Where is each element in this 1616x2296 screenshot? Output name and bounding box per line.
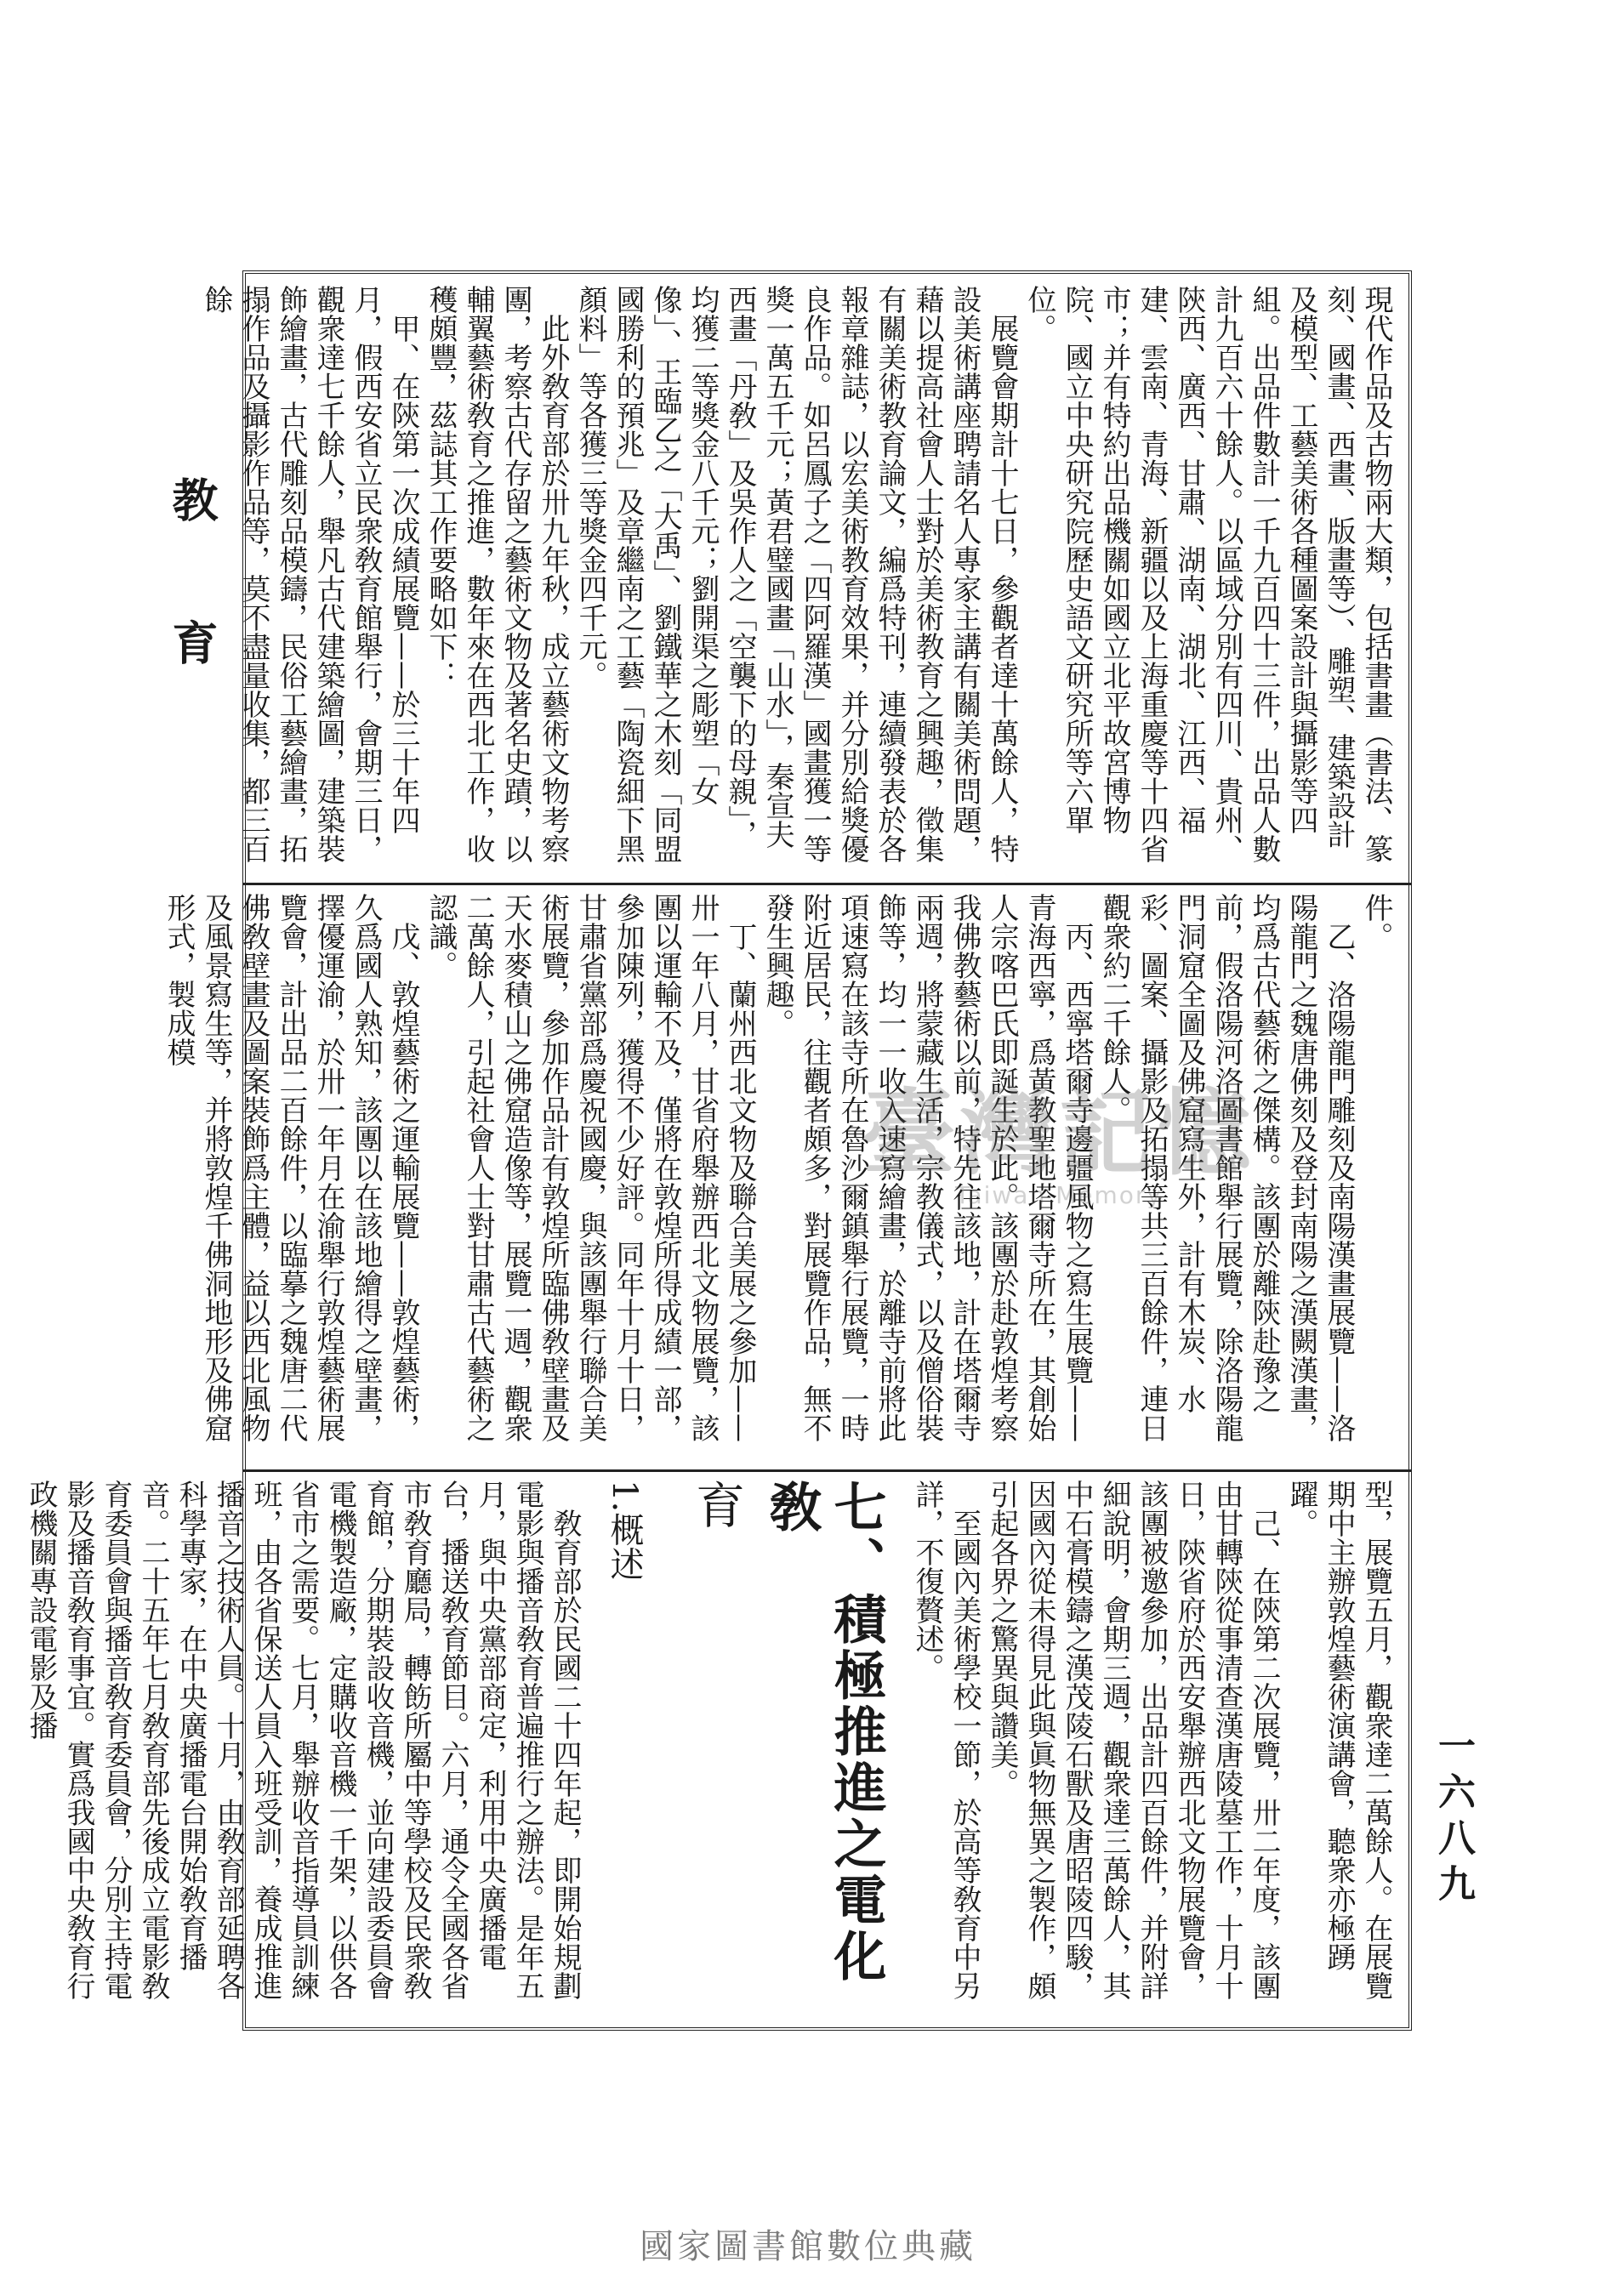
watermark-logo <box>838 1059 1280 1209</box>
page-number: 一六八九 <box>1431 1726 1475 1910</box>
paragraph: 丙、西寧塔爾寺邊疆風物之寫生展覽——青海西寧，爲黃教聖地塔爾寺所在，其創始人宗喀巴氏即誕生於此。該團於赴敦煌考察我佛教藝術以前，特先往該地，計在塔爾寺兩週，將蒙藏生活，宗教儀式，以及僧俗裝飾等，均一一收入速寫繪畫，於離寺前將此項速寫在該寺所在魯沙爾鎮舉行展覽，一時附近居民，往觀者頗多，對展覽作品，無不發生興趣。 <box>760 893 1094 1442</box>
paragraph: 此外敎育部於卅九年秋，成立藝術文物考察團，考察古代存留之藝術文物及著名史蹟，以輔翼藝術敎育之推進，數年來在西北工作，收穫頗豐，茲誌其工作要略如下： <box>424 285 570 863</box>
section-divider-upper <box>242 883 1412 885</box>
watermark-english: Taiwan Memory <box>955 1181 1163 1209</box>
paragraph: 型，展覽五月，觀衆達二萬餘人。在展覽期中主辦敦煌藝術演講會，聽衆亦極踴躍。 <box>1284 1480 1393 2000</box>
paragraph: 現代作品及古物兩大類，包括書畫（書法、篆刻、國畫、西畫、版畫等）、雕塑、建築設計及模型、工藝美術各種圖案設計與攝影等四組。出品件數計一千九百四十三件，出品人數計九百六十餘人。以區域分別有四川、貴州、陝西、廣西、甘肅、湖南、湖北、江西、福建、雲南、青海、新疆以及上海重慶等十四省市；并有特約出品機關如國立北平故宮博物院、國立中央研究院歷史語文研究所等六單位。 <box>1022 285 1393 863</box>
paragraph: 甲、在陝第一次成績展覽——於三十年四月，假西安省立民衆敎育館舉行，會期三日，觀衆達七千餘人，舉凡古代建築繪圖，建築裝飾繪畫，古代雕刻品模鑄，民俗工藝繪畫，拓搨作品及攝影作品等，莫不盡量收集，都三百餘 <box>199 285 420 863</box>
chapter-title-continued: 育 <box>687 1480 745 1534</box>
running-header-title: 教 育 <box>165 476 219 691</box>
paragraph: 丁、蘭州西北文物及聯合美展之參加——卅一年八月，甘省府舉辦西北文物展覽，該團以運輸不及，僅將在敦煌所得成績一部，參加陳列，獲得不少好評。同年十月十日，甘肅省黨部爲慶祝國慶，與該團舉行聯合美術展覽，參加作品計有敦煌所臨佛敎壁畫及天水麥積山之佛窟造像等，展覽一週，觀衆二萬餘人，引起社會人士對甘肅古代藝術之認識。 <box>424 893 757 1442</box>
paragraph: 戊、敦煌藝術之運輸展覽——敦煌藝術，久爲國人熟知，該團以在該地繪得之壁畫，擇優運渝，於卅一年月在渝舉行敦煌藝術展覽會，計出品二百餘件，以臨摹之魏唐二代佛敎壁畫及圖案裝飾爲主體，益以西北風物及風景寫生等，并將敦煌千佛洞地形及佛窟形式，製成模 <box>162 893 420 1442</box>
paragraph: 敎育部於民國二十四年起，即開始規劃電影與播音敎育普遍推行之辦法。是年五月，與中央黨部商定，利用中央廣播電台，播送敎育節目。六月，通令全國各省市敎育廳局，轉飭所屬中等學校及民衆敎育館，分期裝設收音機，並向建設委員會電機製造廠，定購收音機一千架，以供各省市之需要。七月，舉辦收音指導員訓練班，由各省保送人員入班受訓，養成推進播音之技術人員。十月，由敎育部延聘各科學專家，在中央廣播電台開始敎育播音。二十五年七月敎育部先後成立電影敎育委員會與播音敎育委員會，分別主持電影及播音敎育事宜。實爲我國中央敎育行政機關專設電影及播 <box>24 1480 582 2000</box>
text-block-lower <box>24 1480 1395 2015</box>
watermark-chinese: 臺灣記憶 <box>862 1079 1256 1188</box>
paragraph: 至國內美術學校一節，於高等敎育中另詳，不復贅述。 <box>910 1480 982 2000</box>
subheading: 1.概述 <box>605 1480 644 1581</box>
paragraph: 乙、洛陽龍門雕刻及南陽漢畫展覽——洛陽龍門之魏唐佛刻及登封南陽之漢闕漢畫，均爲古代藝術之傑構。該團於離陝赴豫之前，假洛陽河洛圖書館舉行展覽，除洛陽龍門洞窟全圖及佛窟寫生外，計有木炭、水彩、圖案、攝影及拓搨等共三百餘件，連日觀衆約二千餘人。 <box>1097 893 1356 1442</box>
paragraph: 己、在陝第二次展覽，卅二年度，該團由甘轉陝從事清查漢唐陵墓工作，十月十日，陝省府於西安舉辦西北文物展覽會，該團被邀參加，出品計四百餘件，并附詳細說明，會期三週，觀衆達三萬餘人，其中石膏模鑄之漢茂陵石獸及唐昭陵四駿，因國內從未得見此與眞物無異之製作，頗引起各界之驚異與讚美。 <box>985 1480 1281 2000</box>
text-block-upper <box>199 285 1395 872</box>
section-divider-lower <box>242 1469 1412 1472</box>
chapter-title: 七、積極推進之電化敎 <box>760 1480 887 1985</box>
footer-credit: 國家圖書館數位典藏 <box>640 2227 976 2266</box>
paragraph: 件。 <box>1359 893 1393 951</box>
paragraph: 展覽會期計十七日，參觀者達十萬餘人，特設美術講座聘請名人專家主講有關美術問題，藉以提高社會人士對於美術教育之興趣，徵集有關美術教育論文，編爲特刊，連續發表於各報章雜誌，以宏美術教育效果，并分別給獎優良作品。如呂鳳子之「四阿羅漢」國畫獲一等獎一萬五千元；黃君璧國畫「山水」，秦宣夫西畫「丹敎」及吳作人之「空襲下的母親」，均獲二等獎金八千元；劉開渠之彫塑「女像」、王臨乙之「大禹」、劉鐵華之木刻「同盟國勝利的預兆」及章繼南之工藝「陶瓷細下黑顏料」等各獲三等獎金四千元。 <box>573 285 1019 863</box>
